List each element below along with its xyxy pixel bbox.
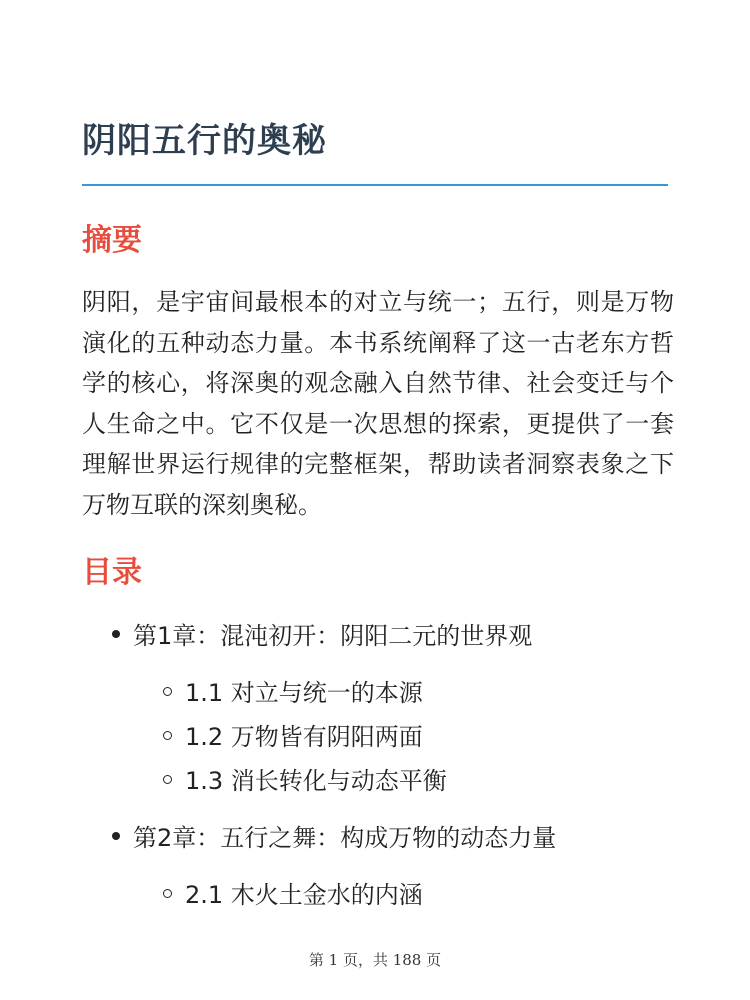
toc-chapter-1[interactable]	[112, 618, 532, 654]
toc-section-label: 2.1 木火土金水的内涵	[185, 881, 423, 909]
toc-section-2-1[interactable]	[163, 877, 423, 913]
page-title: 阴阳五行的奥秘	[82, 121, 327, 161]
circle-bullet-icon	[163, 687, 172, 696]
toc-chapter-2[interactable]	[112, 820, 556, 856]
page-number-footer: 第 1 页，共 188 页	[308, 951, 442, 969]
circle-bullet-icon	[163, 775, 172, 784]
circle-bullet-icon	[163, 731, 172, 740]
toc-section-label: 1.2 万物皆有阴阳两面	[185, 723, 423, 751]
bullet-icon	[112, 832, 120, 840]
toc-section-1-2[interactable]	[163, 719, 423, 755]
toc-section-label: 1.1 对立与统一的本源	[185, 679, 423, 707]
circle-bullet-icon	[163, 889, 172, 898]
toc-chapter-label: 第2章：五行之舞：构成万物的动态力量	[133, 824, 557, 852]
abstract-text: 阴阳，是宇宙间最根本的对立与统一；五行，则是万物演化的五种动态力量。本书系统阐释了这一古老东方哲学的核心，将深奥的观念融入自然节律、社会变迁与个人生命之中。它不仅是一次思想的探索，更提供了一套理解世界运行规律的完整框架，帮助读者洞察表象之下万物互联的深刻奥秘。	[82, 288, 674, 519]
toc-section-label: 1.3 消长转化与动态平衡	[185, 767, 447, 795]
bullet-icon	[112, 630, 120, 638]
abstract-heading: 摘要	[82, 223, 142, 258]
toc-section-1-1[interactable]	[163, 675, 423, 711]
toc-section-1-3[interactable]	[163, 763, 447, 799]
title-divider	[82, 184, 668, 186]
toc-heading: 目录	[82, 555, 142, 590]
toc-chapter-label: 第1章：混沌初开：阴阳二元的世界观	[133, 622, 533, 650]
